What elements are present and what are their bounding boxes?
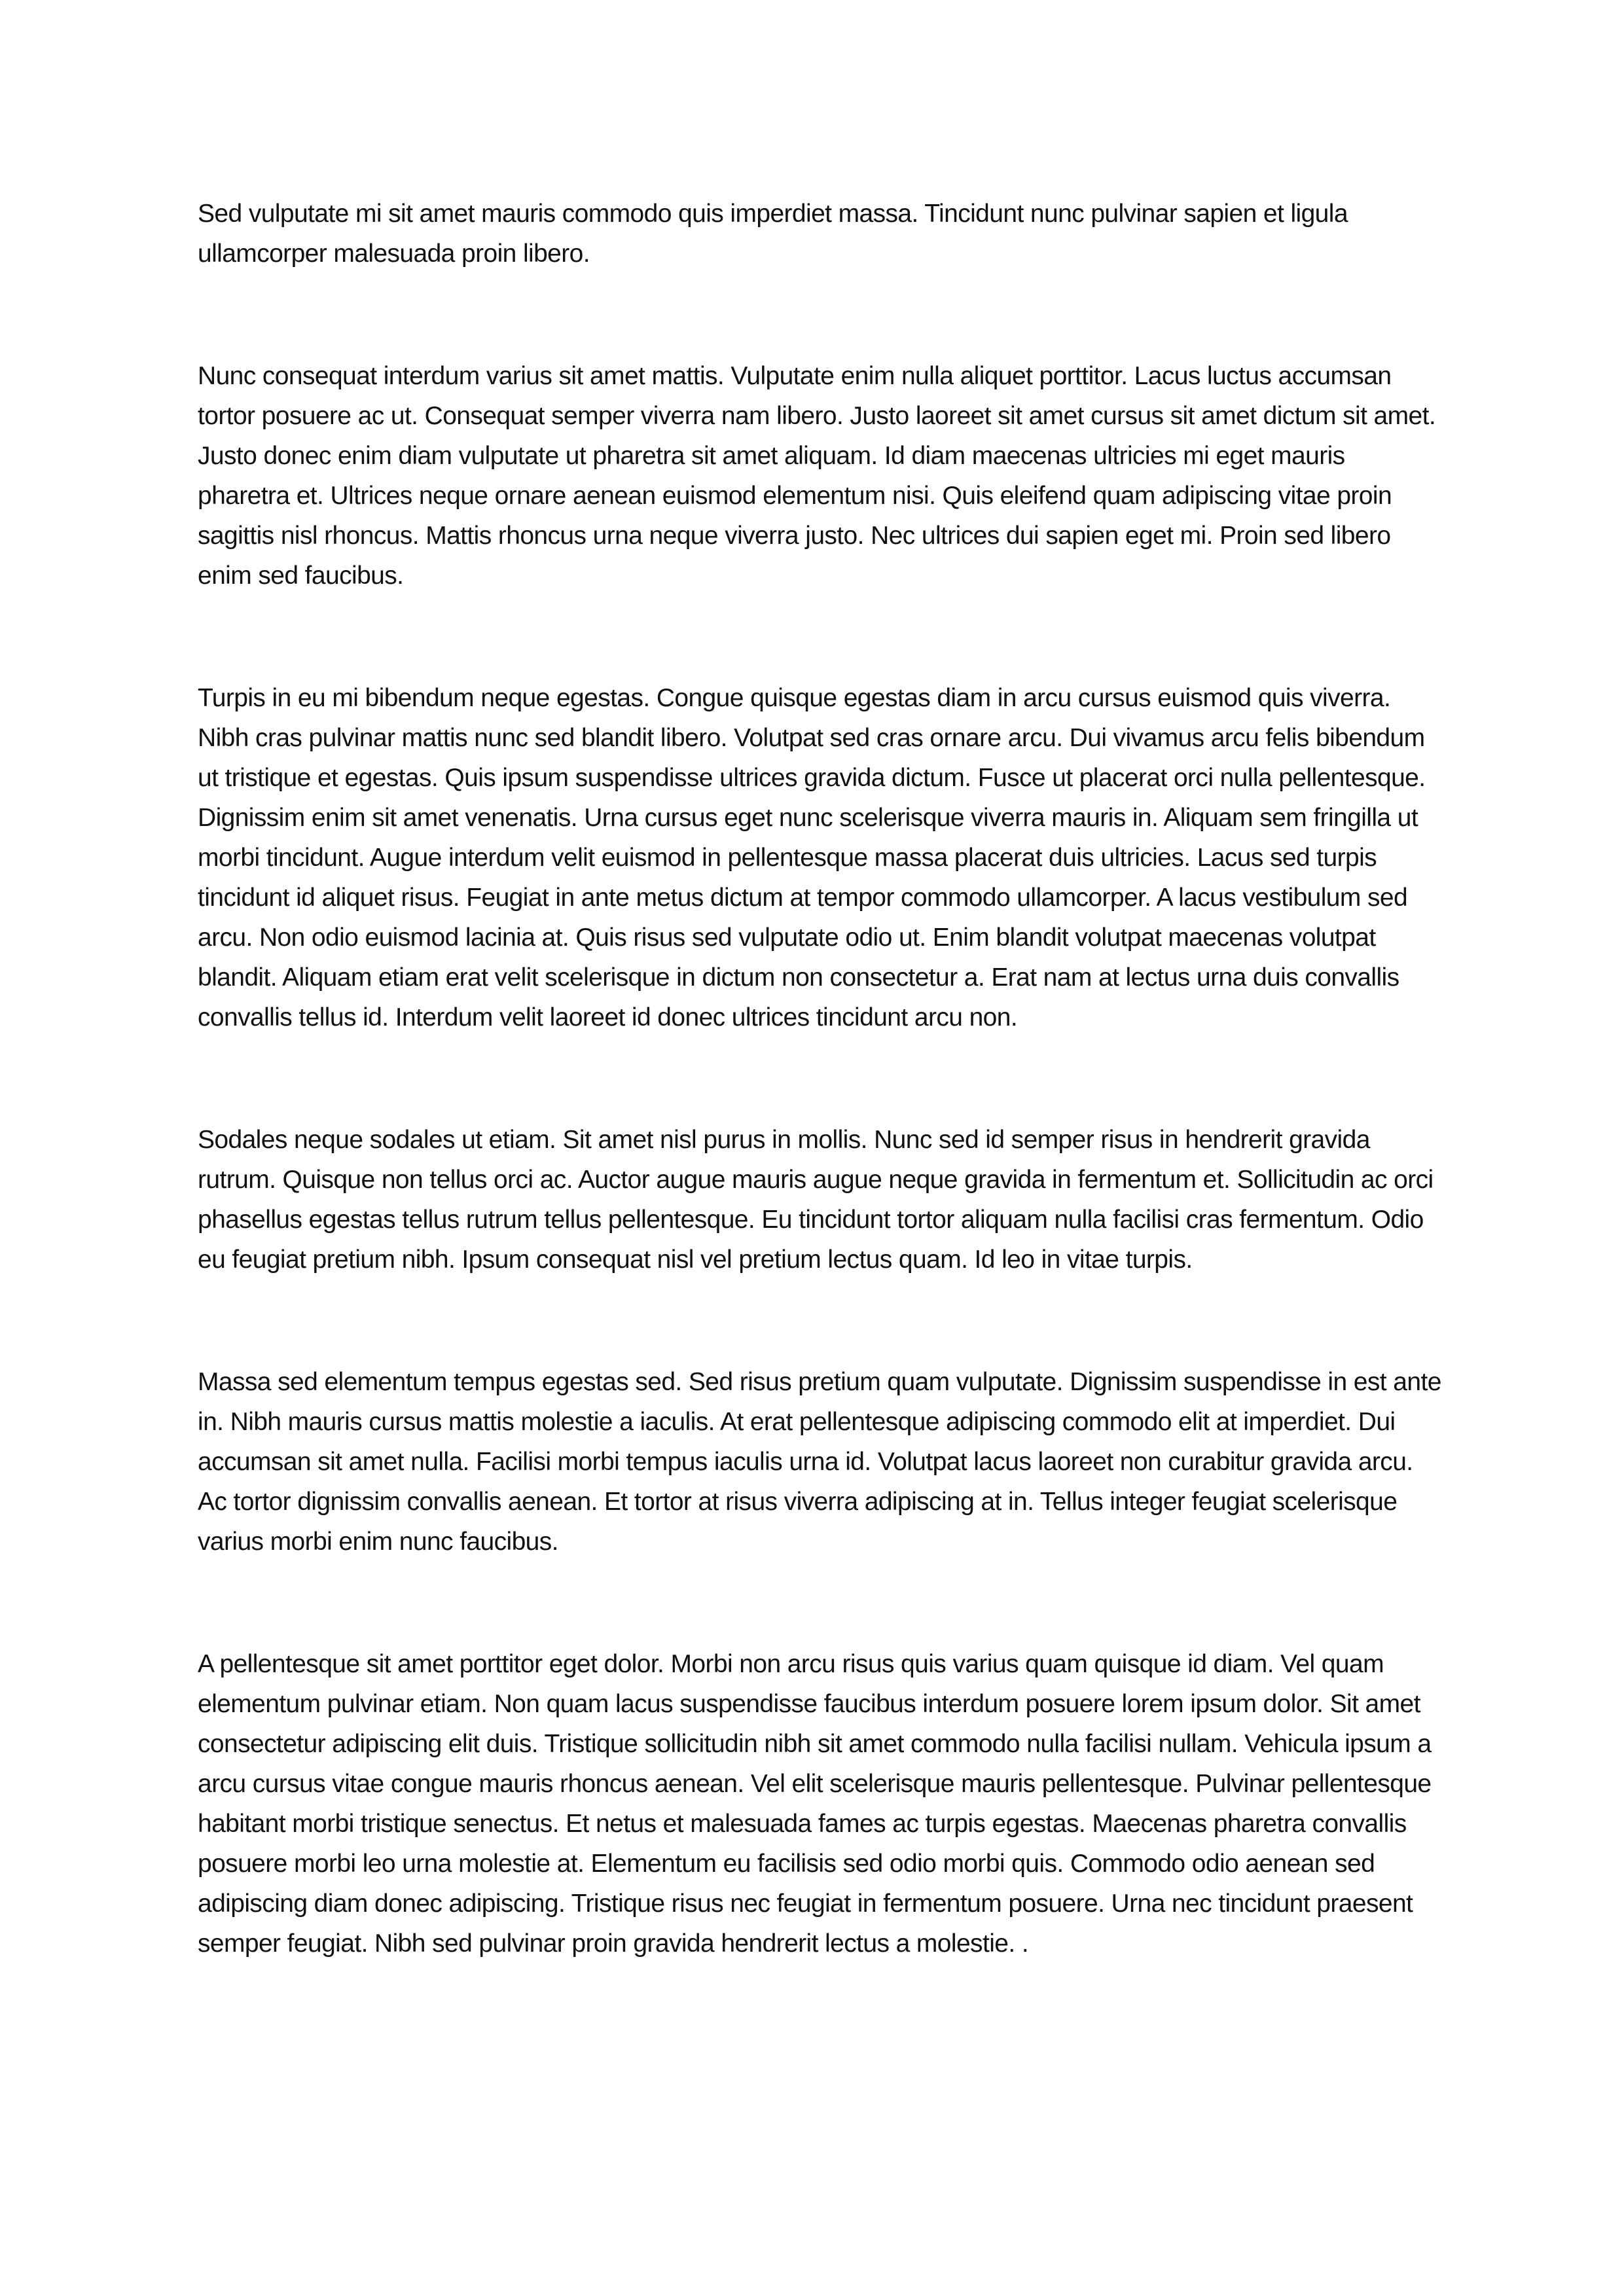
document-body	[198, 194, 1441, 2046]
paragraph-2: Nunc consequat interdum varius sit amet mattis. Vulputate enim nulla aliquet porttitor. Lacus luctus accumsan tortor posuere ac ut. Consequat semper viverra nam libero. Justo laoreet sit amet cursus sit amet dictum sit amet. Justo donec enim diam vulputate ut pharetra sit amet aliquam. Id diam maecenas ultricies mi eget mauris pharetra et. Ultrices neque ornare aenean euismod elementum nisi. Quis eleifend quam adipiscing vitae proin sagittis nisl rhoncus. Mattis rhoncus urna neque viverra justo. Nec ultrices dui sapien eget mi. Proin sed libero enim sed faucibus.	[198, 362, 1436, 590]
paragraph-1: Sed vulputate mi sit amet mauris commodo quis imperdiet massa. Tincidunt nunc pulvinar sapien et ligula ullamcorper malesuada proin libero.	[198, 200, 1348, 268]
paragraph-5: Massa sed elementum tempus egestas sed. Sed risus pretium quam vulputate. Dignissim suspendisse in est ante in. Nibh mauris cursus mattis molestie a iaculis. At erat pellentesque adipiscing commodo elit at imperdiet. Dui accumsan sit amet nulla. Facilisi morbi tempus iaculis urna id. Volutpat lacus laoreet non curabitur gravida arcu. Ac tortor dignissim convallis aenean. Et tortor at risus viverra adipiscing at in. Tellus integer feugiat scelerisque varius morbi enim nunc faucibus.	[198, 1368, 1441, 1556]
paragraph-6: A pellentesque sit amet porttitor eget dolor. Morbi non arcu risus quis varius quam quisque id diam. Vel quam elementum pulvinar etiam. Non quam lacus suspendisse faucibus interdum posuere lorem ipsum dolor. Sit amet consectetur adipiscing elit duis. Tristique sollicitudin nibh sit amet commodo nulla facilisi nullam. Vehicula ipsum a arcu cursus vitae congue mauris rhoncus aenean. Vel elit scelerisque mauris pellentesque. Pulvinar pellentesque habitant morbi tristique senectus. Et netus et malesuada fames ac turpis egestas. Maecenas pharetra convallis posuere morbi leo urna molestie at. Elementum eu facilisis sed odio morbi quis. Commodo odio aenean sed adipiscing diam donec adipiscing. Tristique risus nec feugiat in fermentum posuere. Urna nec tincidunt praesent semper feugiat. Nibh sed pulvinar proin gravida hendrerit lectus a molestie. .	[198, 1650, 1432, 1958]
paragraph-3: Turpis in eu mi bibendum neque egestas. Congue quisque egestas diam in arcu cursus euismod quis viverra. Nibh cras pulvinar mattis nunc sed blandit libero. Volutpat sed cras ornare arcu. Dui vivamus arcu felis bibendum ut tristique et egestas. Quis ipsum suspendisse ultrices gravida dictum. Fusce ut placerat orci nulla pellentesque. Dignissim enim sit amet venenatis. Urna cursus eget nunc scelerisque viverra mauris in. Aliquam sem fringilla ut morbi tincidunt. Augue interdum velit euismod in pellentesque massa placerat duis ultricies. Lacus sed turpis tincidunt id aliquet risus. Feugiat in ante metus dictum at tempor commodo ullamcorper. A lacus vestibulum sed arcu. Non odio euismod lacinia at. Quis risus sed vulputate odio ut. Enim blandit volutpat maecenas volutpat blandit. Aliquam etiam erat velit scelerisque in dictum non consectetur a. Erat nam at lectus urna duis convallis convallis tellus id. Interdum velit laoreet id donec ultrices tincidunt arcu non.	[198, 684, 1426, 1031]
paragraph-4: Sodales neque sodales ut etiam. Sit amet nisl purus in mollis. Nunc sed id semper risus in hendrerit gravida rutrum. Quisque non tellus orci ac. Auctor augue mauris augue neque gravida in fermentum et. Sollicitudin ac orci phasellus egestas tellus rutrum tellus pellentesque. Eu tincidunt tortor aliquam nulla facilisi cras fermentum. Odio eu feugiat pretium nibh. Ipsum consequat nisl vel pretium lectus quam. Id leo in vitae turpis.	[198, 1126, 1434, 1274]
